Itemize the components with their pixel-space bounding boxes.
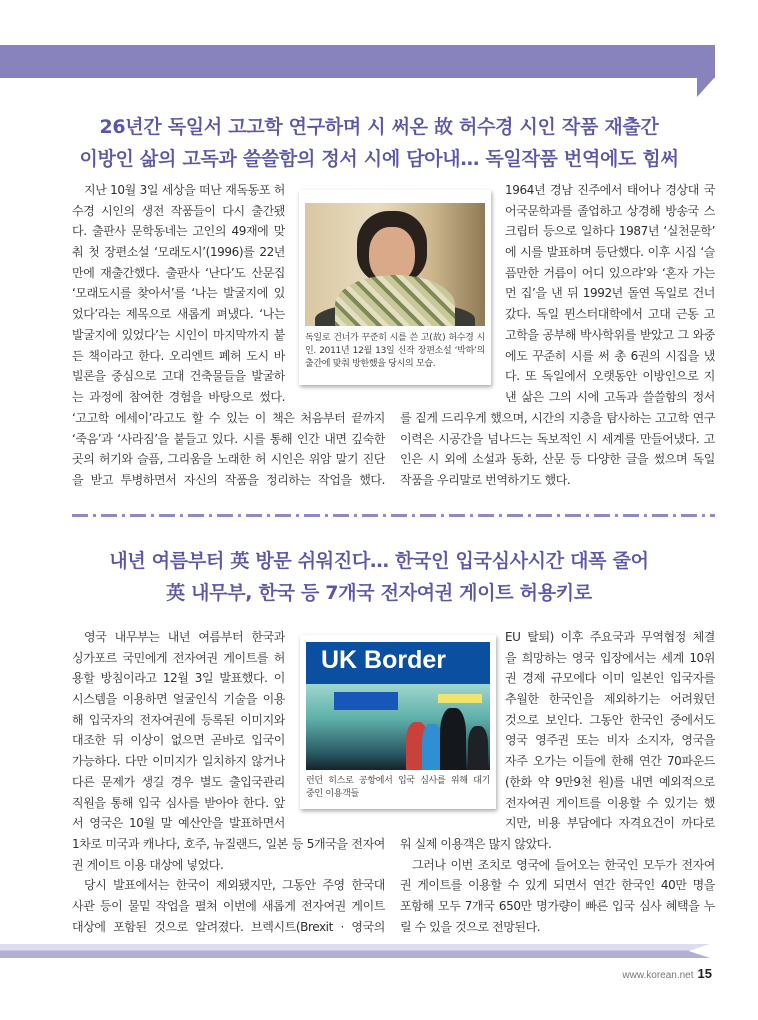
article2-body-left [72,627,285,834]
text-line: 에 시를 발표하며 등단했다. 이후 시집 ‘슬 [505,245,715,260]
text-line: ‘고고학 에세이’라고도 할 수 있는 이 책은 처음부터 끝까지 [72,411,385,425]
article1-headline-line2: 이방인 삶의 고독과 쓸쓸함의 정서 시에 담아내… 독일작품 번역에도 힘써 [79,148,679,170]
uk-border-photo [306,642,490,770]
text-line: 대상에 포함된 것으로 알려졌다. 브렉시트(Brexit · 영국의 [72,919,385,934]
text-line: 다른 문제가 생길 경우 별도 출입국관리 [72,774,285,789]
footer-band [0,944,710,958]
text-line: 다. 또 독일에서 오랫동안 이방인으로 지 [505,369,715,384]
text-line: 이력은 시공간을 넘나드는 독보적인 시 세계를 만들어냈다. 고 [400,431,715,446]
article1-body-left [72,180,285,408]
caption-line: 독일로 건너가 꾸준히 시를 쓴 고(故) 허수경 시 [305,333,485,343]
top-banner [0,45,715,78]
text-line: 갔다. 독일 뮌스터대학에서 고대 근동 고 [505,307,715,322]
text-line: 당시 발표에서는 한국이 제외됐지만, 그동안 주영 한국대 [84,878,385,893]
text-line: 서 영국은 10월 말 예산안을 발표하면서 [72,816,285,831]
text-line: 작품을 우리말로 번역하기도 했다. [400,473,571,488]
text-line: 그러나 이번 조치로 영국에 들어오는 한국인 모두가 전자여 [412,857,715,872]
text-line: 를 짙게 드리우게 했으며, 시간의 지층을 탐사하는 고고학 연구 [400,411,715,425]
text-line: 고학을 공부해 박사학위를 받았고 그 와중 [505,327,715,342]
text-line: (한화 약 9만9천 원)를 내면 예외적으로 [505,774,715,789]
article2-body-bottom-left [72,834,385,937]
text-line: 든 책이라고 한다. 오리엔트 폐허 도시 바 [72,348,285,363]
text-line: 추월한 한국인을 제외하기는 어려웠던 [505,692,715,707]
text-line: ‘죽음’과 ‘사라짐’을 붙들고 있다. 시를 통해 인간 내면 깊숙한 [72,431,385,446]
text-line: 먼 집’을 낸 뒤 1992년 돌연 독일로 건너 [505,286,715,301]
caption-line: 중인 이용객들 [306,789,359,799]
text-line: 에도 꾸준히 시를 써 총 6권의 시집을 냈 [505,348,715,363]
poet-portrait-photo [305,203,485,326]
article1-body-bottom-right [400,408,715,491]
text-line: 낸 삶은 그의 시에 고독과 쓸쓸함의 정서 [505,389,715,404]
text-line: 영국 영주권 또는 비자 소지자, 영국을 [505,733,715,748]
text-line: 크립터 등으로 일하다 1987년 ‘실천문학’ [505,224,715,239]
article2-body-right [505,627,715,834]
text-line: 지만, 비용 부담에다 자격요건이 까다로 [505,816,715,831]
article2-headline-line1: 내년 여름부터 英 방문 쉬워진다… 한국인 입국심사시간 대폭 줄어 [109,550,649,572]
text-line: 자주 오가는 이들에 한해 연간 70파운드 [505,754,715,769]
article2-headline-line2: 英 내무부, 한국 등 7개국 전자여권 게이트 허용키로 [166,582,592,604]
footer-website: www.korean.net [622,970,694,981]
text-line: 픔만한 거름이 어디 있으랴’와 ‘혼자 가는 [505,265,715,280]
text-line: 다. 출판사 문학동네는 고인의 49재에 맞 [72,224,285,239]
text-line: 포함해 모두 7개국 650만 명가량이 빠른 입국 심사 혜택을 누 [400,899,715,914]
article-divider [72,514,715,517]
text-line: 수경 시인의 생전 작품들이 다시 출간됐 [72,203,285,218]
text-line: 권 경제 규모에다 이미 일본인 입국자를 [505,671,715,686]
article2-body-bottom-right [400,834,715,937]
text-line: 만에 재출간했다. 출판사 ‘난다’도 산문집 [72,265,285,280]
text-line: 발굴지에 있었다’는 시인이 마지막까지 붙 [72,327,285,342]
text-line: 빌론을 중심으로 고대 건축물들을 발굴하 [72,369,285,384]
text-line: 사관 등이 물밑 작업을 펼쳐 이번에 새롭게 전자여권 게이트 [72,899,385,914]
text-line: 영국 내무부는 내년 여름부터 한국과 [84,630,285,644]
top-banner-tail [697,77,715,97]
article2-photo-caption [306,775,490,801]
text-line: EU 탈퇴) 이후 주요국과 무역협정 체결 [505,630,715,644]
text-line: 인은 시 외에 소설과 동화, 산문 등 다양한 글을 썼으며 독일 [400,452,715,467]
article1-photo-frame [299,190,491,385]
text-line: 것으로 보인다. 그동안 한국인 중에서도 [505,712,715,727]
text-line: 1차로 미국과 캐나다, 호주, 뉴질랜드, 일본 등 5개국을 전자여 [72,837,385,851]
text-line: 가능하다. 다만 이미지가 일치하지 않거나 [72,754,285,769]
caption-line: 런던 히스로 공항에서 입국 심사를 위해 대기 [306,776,490,786]
text-line: 는 과정에 참여한 경험을 바탕으로 썼다. [72,389,285,404]
text-line: 1964년 경남 진주에서 태어나 경상대 국 [505,183,715,197]
text-line: 을 받고 투병하면서 자신의 작품을 정리하는 작업을 했다. [72,473,385,488]
text-line: 권 게이트 이용 대상에 넣었다. [72,857,224,872]
article2-headline [0,545,758,609]
text-line: 권 게이트를 이용할 수 있게 되면서 연간 한국인 40만 명을 [400,878,715,893]
caption-line: 인. 2011년 12월 13일 신작 장편소설 ‘박하’의 [305,346,485,356]
text-line: 어국문학과를 졸업하고 상경해 방송국 스 [505,203,715,218]
article1-photo-caption [305,332,485,371]
text-line: 지난 10월 3일 세상을 떠난 재독동포 허 [84,183,285,197]
article1-headline [0,111,758,175]
uk-border-sign: UK Border [306,642,490,684]
article1-body-bottom-left [72,408,385,491]
text-line: 싱가포르 국민에게 전자여권 게이트를 허 [72,650,285,665]
text-line: 곳의 허기와 슬픔, 그리움을 노래한 허 시인은 위암 말기 진단 [72,452,385,467]
article2-photo-frame [300,635,496,809]
page-number: 15 [697,966,712,981]
text-line: 을 희망하는 영국 입장에서는 세계 10위 [505,650,715,665]
text-line: 워 실제 이용객은 많지 않았다. [400,837,552,851]
caption-line: 출간에 맞춰 방한했을 당시의 모습. [305,359,436,369]
text-line: 해 입국자의 전자여권에 등록된 이미지와 [72,712,285,727]
text-line: 대조한 뒤 이상이 없으면 곧바로 입국이 [72,733,285,748]
text-line: 춰 첫 장편소설 ‘모래도시’(1996)를 22년 [72,245,285,260]
page-footer [622,966,712,981]
text-line: 었다’라는 제목으로 새롭게 펴냈다. ‘나는 [72,307,285,322]
text-line: 전자여권 게이트를 이용할 수 있기는 했 [505,795,715,810]
text-line: 시스템을 이용하면 얼굴인식 기술을 이용 [72,692,285,707]
text-line: 용할 방침이라고 12월 3일 발표했다. 이 [72,671,285,686]
article1-headline-line1: 26년간 독일서 고고학 연구하며 시 써온 故 허수경 시인 작품 재출간 [99,116,659,138]
text-line: ‘모래도시를 찾아서’를 ‘나는 발굴지에 있 [72,286,285,301]
article1-body-right [505,180,715,408]
text-line: 직원을 통해 입국 심사를 받아야 한다. 앞 [72,795,285,810]
text-line: 릴 수 있을 것으로 전망된다. [400,919,541,934]
